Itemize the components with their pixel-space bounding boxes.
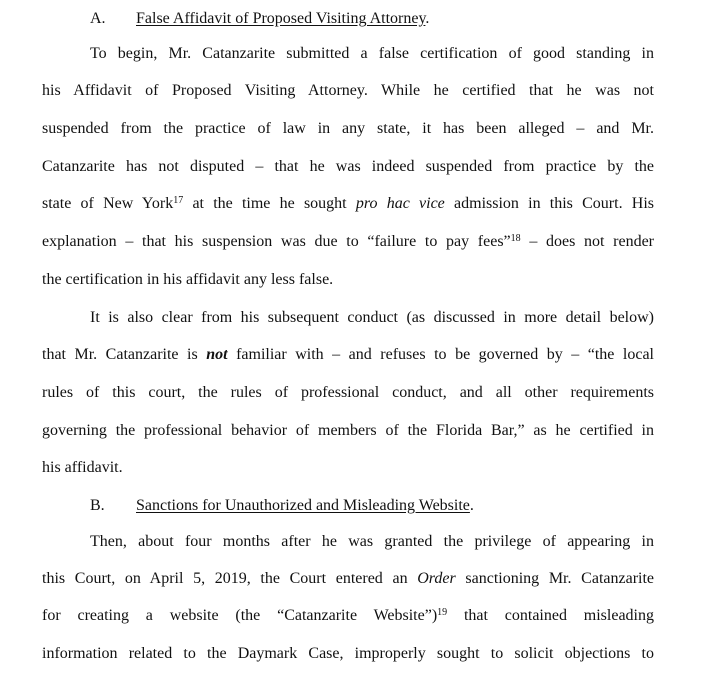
order-italic: Order [417, 570, 456, 587]
para2-line5: his affidavit. [42, 459, 123, 476]
para3-line3-a: for creating a website (the “Catanzarite Website”) [42, 607, 438, 624]
para1-line5-b: at the time he sought [183, 195, 356, 212]
section-b-title-wrap [136, 494, 474, 518]
section-b-heading [42, 494, 654, 518]
not-emphasis: not [206, 346, 228, 363]
para2-line4: governing the professional behavior of members of the Florida Bar,” as he certified in [42, 422, 654, 439]
section-b-letter: B. [90, 497, 105, 514]
para1-line5 [42, 192, 654, 216]
pro-hac-vice-italic: pro hac vice [355, 195, 445, 212]
section-a-period: . [425, 10, 430, 27]
para2-line1: It is also clear from his subsequent conduct (as discussed in more detail below) [90, 309, 654, 326]
section-b-period: . [469, 497, 474, 514]
para1-line6 [42, 230, 654, 254]
para3-line2-b: sanctioning Mr. Catanzarite [455, 570, 655, 587]
footnote-ref-18: 18 [510, 233, 521, 244]
para1-line3: suspended from the practice of law in any state, it has been alleged – and Mr. [42, 120, 654, 137]
para3-line4: information related to the Daymark Case, improperly sought to solicit objections to [42, 645, 654, 662]
para1-line4: Catanzarite has not disputed – that he was indeed suspended from practice by the [42, 158, 654, 175]
para3-line3 [42, 604, 654, 628]
para1-line5-c: admission in this Court. His [444, 195, 655, 212]
para1-line1: To begin, Mr. Catanzarite submitted a false certification of good standing in [90, 45, 654, 62]
footnote-ref-17: 17 [173, 195, 184, 206]
para2-line2 [42, 343, 654, 367]
section-a-letter: A. [90, 10, 106, 27]
para3-line2 [42, 567, 654, 591]
para2-line2-a: that Mr. Catanzarite is [42, 346, 207, 363]
section-a-title-wrap [136, 7, 429, 31]
footnote-ref-19: 19 [437, 607, 448, 618]
para2-line2-b: familiar with – and refuses to be governed by – “the local [227, 346, 654, 363]
section-a-heading [42, 7, 654, 31]
para3-line3-b: that contained misleading [447, 607, 654, 624]
para1-line5-a: state of New York [42, 195, 174, 212]
para2-line3: rules of this court, the rules of professional conduct, and all other requirements [42, 384, 654, 401]
section-b-title: Sanctions for Unauthorized and Misleading Website [136, 497, 470, 514]
para1-line2: his Affidavit of Proposed Visiting Attorney. While he certified that he was not [42, 82, 654, 99]
section-a-title: False Affidavit of Proposed Visiting Attorney [136, 10, 426, 27]
para3-line2-a: this Court, on April 5, 2019, the Court entered an [42, 570, 418, 587]
para3-line1: Then, about four months after he was granted the privilege of appearing in [90, 533, 654, 550]
para1-line6-a: explanation – that his suspension was due to “failure to pay fees” [42, 233, 511, 250]
para1-line6-b: – does not render [520, 233, 654, 250]
para1-line7: the certification in his affidavit any less false. [42, 271, 334, 288]
